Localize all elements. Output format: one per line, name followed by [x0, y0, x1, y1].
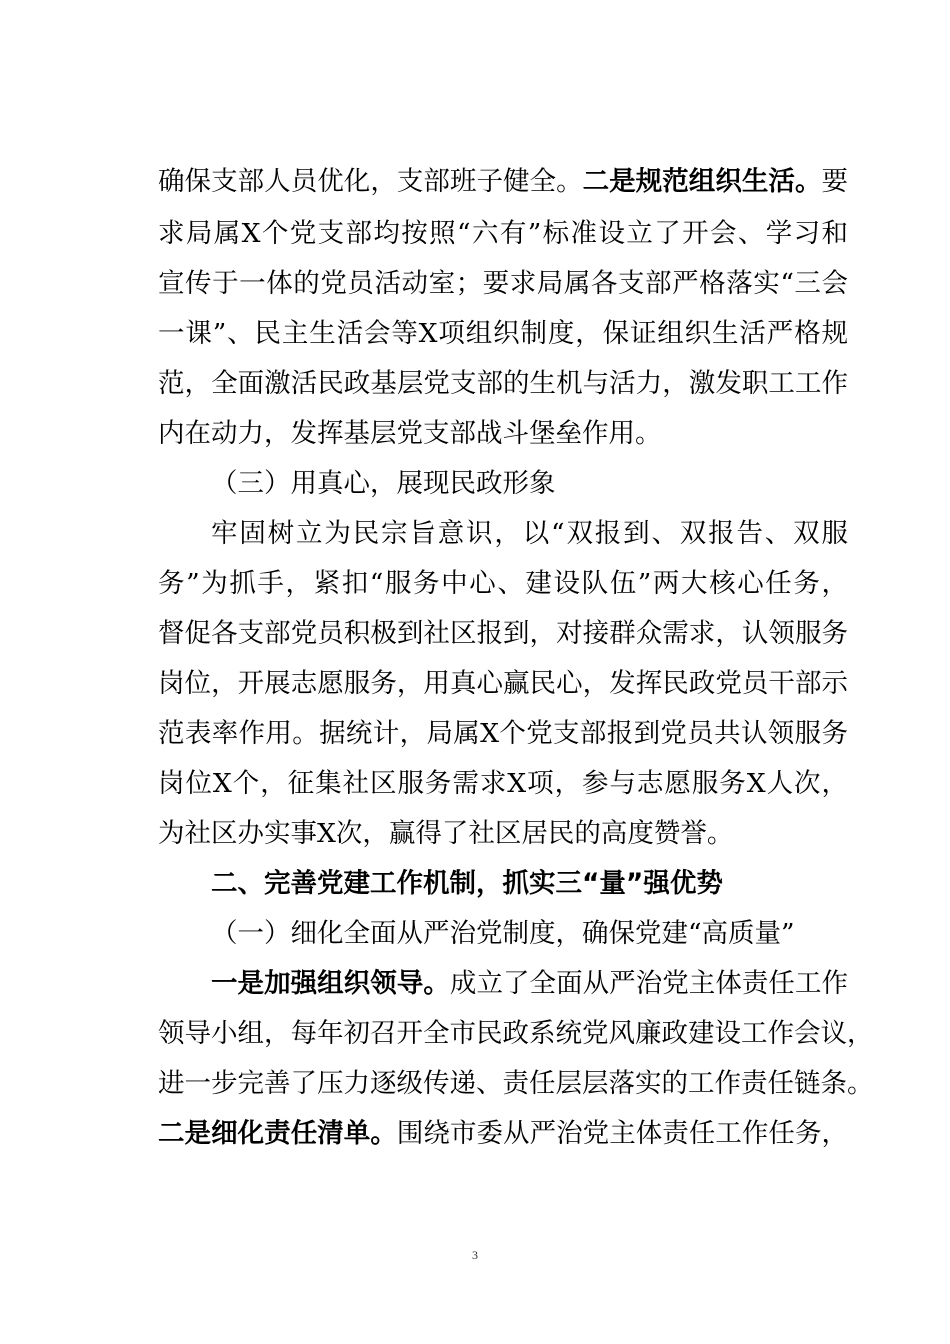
text-line: [211, 917, 848, 951]
text-segment: 确保支部人员优化，支部班子健全。: [158, 166, 583, 197]
text-segment: 牢固树立为民宗旨意识，以“双报到、双报告、双服: [211, 518, 848, 549]
text-segment: （一）细化全面从严治党制度，确保党建“高质量”: [211, 918, 795, 949]
text-line: [158, 1017, 874, 1051]
text-line: [158, 1117, 848, 1151]
text-segment: 督促各支部党员积极到社区报到，对接群众需求，认领服务: [158, 618, 848, 649]
text-line: [211, 967, 848, 1001]
text-line: [211, 467, 848, 501]
text-segment: （三）用真心，展现民政形象: [211, 468, 556, 499]
text-segment: 领导小组，每年初召开全市民政系统党风廉政建设工作会议，: [158, 1018, 874, 1049]
text-segment: 务”为抓手，紧扣“服务中心、建设队伍”两大核心任务，: [158, 568, 848, 599]
text-segment: 岗位X个，征集社区服务需求X项，参与志愿服务X人次，: [158, 768, 848, 799]
text-line: [158, 417, 848, 451]
text-line: [158, 367, 848, 401]
text-segment: 求局属X个党支部均按照“六有”标准设立了开会、学习和: [158, 218, 848, 249]
text-segment: 为社区办实事X次，赢得了社区居民的高度赞誉。: [158, 818, 734, 849]
page-number: 3: [472, 1248, 478, 1262]
text-segment: 要: [821, 166, 849, 197]
text-segment: 范，全面激活民政基层党支部的生机与活力，激发职工工作: [158, 368, 848, 399]
text-segment: 内在动力，发挥基层党支部战斗堡垒作用。: [158, 418, 662, 449]
bold-text-segment: 二、完善党建工作机制，抓实三“量”强优势: [211, 868, 723, 899]
text-segment: 岗位，开展志愿服务，用真心赢民心，发挥民政党员干部示: [158, 668, 848, 699]
text-segment: 宣传于一体的党员活动室；要求局属各支部严格落实“三会: [158, 268, 848, 299]
text-line: [158, 267, 848, 301]
bold-text-segment: 二是规范组织生活。: [582, 166, 822, 197]
text-line: [158, 667, 848, 701]
text-segment: 一课”、民主生活会等X项组织制度，保证组织生活严格规: [158, 318, 848, 349]
bold-text-segment: 二是细化责任清单。: [158, 1118, 397, 1149]
text-segment: 围绕市委从严治党主体责任工作任务，: [396, 1118, 849, 1149]
text-line: [158, 317, 848, 351]
text-line: [158, 717, 848, 751]
text-line: [158, 617, 848, 651]
text-line: [158, 165, 848, 199]
text-line: [158, 1067, 874, 1101]
text-line: [158, 217, 848, 251]
text-line: [211, 517, 848, 551]
text-segment: 成立了全面从严治党主体责任工作: [449, 968, 849, 999]
bold-text-segment: 一是加强组织领导。: [211, 968, 450, 999]
text-line: [211, 867, 848, 901]
text-line: [158, 767, 848, 801]
text-segment: 范表率作用。据统计，局属X个党支部报到党员共认领服务: [158, 718, 848, 749]
text-segment: 进一步完善了压力逐级传递、责任层层落实的工作责任链条。: [158, 1068, 874, 1099]
text-line: [158, 817, 848, 851]
text-line: [158, 567, 848, 601]
